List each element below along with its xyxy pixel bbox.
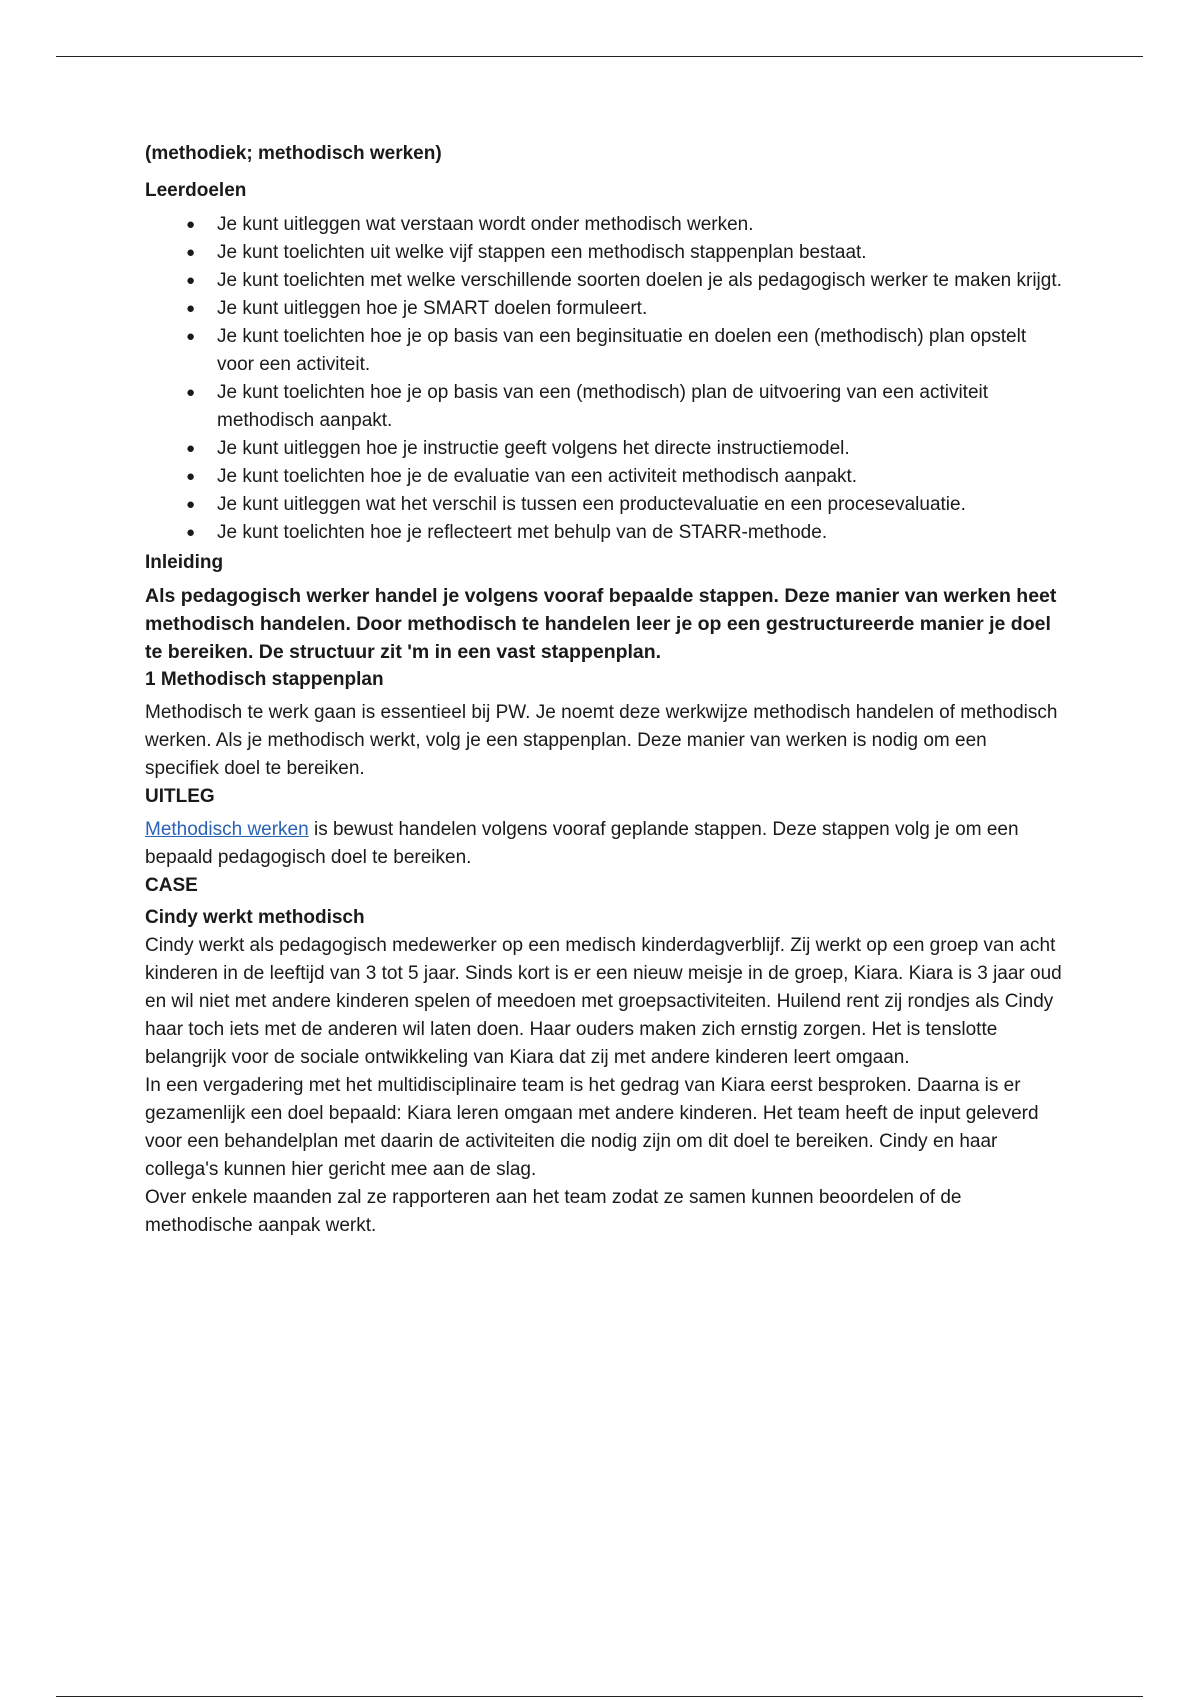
uitleg-text	[145, 816, 1065, 872]
case-heading: CASE	[145, 875, 198, 896]
bullet-icon: ●	[186, 328, 196, 345]
case-paragraph: Over enkele maanden zal ze rapporteren aan het team zodat ze samen kunnen beoordelen of de methodische aanpak werkt.	[145, 1187, 962, 1236]
inleiding-heading: Inleiding	[145, 552, 224, 573]
bullet-icon: ●	[186, 496, 196, 513]
document-body	[145, 140, 1065, 1240]
bullet-icon: ●	[186, 440, 196, 457]
uitleg-heading: UITLEG	[145, 786, 215, 807]
bullet-icon: ●	[186, 468, 196, 485]
list-item: ● Je kunt toelichten hoe je de evaluatie van een activiteit methodisch aanpakt.	[145, 463, 1065, 491]
methodisch-werken-link[interactable]: Methodisch werken	[145, 819, 309, 840]
section-1-text: Methodisch te werk gaan is essentieel bij PW. Je noemt deze werkwijze methodisch handelen of methodisch werken. Als je methodisch werkt, volg je een stappenplan. Deze manier van werken is nodig om een specifiek doel te bereiken.	[145, 702, 1058, 779]
list-item: ● Je kunt toelichten hoe je op basis van een beginsituatie en doelen een (methodisch) plan opstelt voor een activiteit.	[145, 323, 1065, 379]
case-paragraph: Cindy werkt als pedagogisch medewerker op een medisch kinderdagverblijf. Zij werkt op een groep van acht kinderen in de leeftijd van 3 tot 5 jaar. Sinds kort is er een nieuw meisje in de groep, Kiara. Kiara is 3 jaar oud en wil niet met andere kinderen spelen of meedoen met groepsactiviteiten. Huilend rent zij rondjes als Cindy haar toch iets met de anderen wil laten doen. Haar ouders maken zich ernstig zorgen. Het is tenslotte belangrijk voor de sociale ontwikkeling van Kiara dat zij met andere kinderen leert omgaan.	[145, 935, 1062, 1068]
section-1-heading: 1 Methodisch stappenplan	[145, 669, 384, 690]
footer-rule	[56, 1696, 1143, 1697]
list-item: ● Je kunt uitleggen wat het verschil is tussen een productevaluatie en een procesevaluatie.	[145, 491, 1065, 519]
list-item: ● Je kunt uitleggen wat verstaan wordt onder methodisch werken.	[145, 211, 1065, 239]
list-item: ● Je kunt toelichten hoe je reflecteert met behulp van de STARR-methode.	[145, 519, 1065, 547]
list-item: ● Je kunt toelichten uit welke vijf stappen een methodisch stappenplan bestaat.	[145, 239, 1065, 267]
list-item: ● Je kunt uitleggen hoe je instructie geeft volgens het directe instructiemodel.	[145, 435, 1065, 463]
bullet-icon: ●	[186, 384, 196, 401]
uitleg-definition: is bewust handelen volgens vooraf geplande stappen. Deze stappen volg je om een bepaald pedagogisch doel te bereiken.	[145, 819, 1019, 868]
bullet-icon: ●	[186, 244, 196, 261]
case-title: Cindy werkt methodisch	[145, 907, 365, 928]
leerdoelen-heading: Leerdoelen	[145, 180, 247, 201]
bullet-icon: ●	[186, 524, 196, 541]
bullet-icon: ●	[186, 300, 196, 317]
document-subtitle: (methodiek; methodisch werken)	[145, 143, 442, 164]
bullet-icon: ●	[186, 216, 196, 233]
list-item: ● Je kunt toelichten met welke verschillende soorten doelen je als pedagogisch werker te maken krijgt.	[145, 267, 1065, 295]
header-rule	[56, 56, 1143, 57]
leerdoelen-list	[145, 211, 1065, 547]
bullet-icon: ●	[186, 272, 196, 289]
list-item: ● Je kunt toelichten hoe je op basis van een (methodisch) plan de uitvoering van een activiteit methodisch aanpakt.	[145, 379, 1065, 435]
inleiding-text: Als pedagogisch werker handel je volgens vooraf bepaalde stappen. Deze manier van werken heet methodisch handelen. Door methodisch te handelen leer je op een gestructureerde manier je doel te bereiken. De structuur zit 'm in een vast stappenplan.	[145, 585, 1057, 663]
case-paragraph: In een vergadering met het multidisciplinaire team is het gedrag van Kiara eerst besproken. Daarna is er gezamenlijk een doel bepaald: Kiara leren omgaan met andere kinderen. Het team heeft de input geleverd voor een behandelplan met daarin de activiteiten die nodig zijn om dit doel te bereiken. Cindy en haar collega's kunnen hier gericht mee aan de slag.	[145, 1075, 1039, 1180]
list-item: ● Je kunt uitleggen hoe je SMART doelen formuleert.	[145, 295, 1065, 323]
